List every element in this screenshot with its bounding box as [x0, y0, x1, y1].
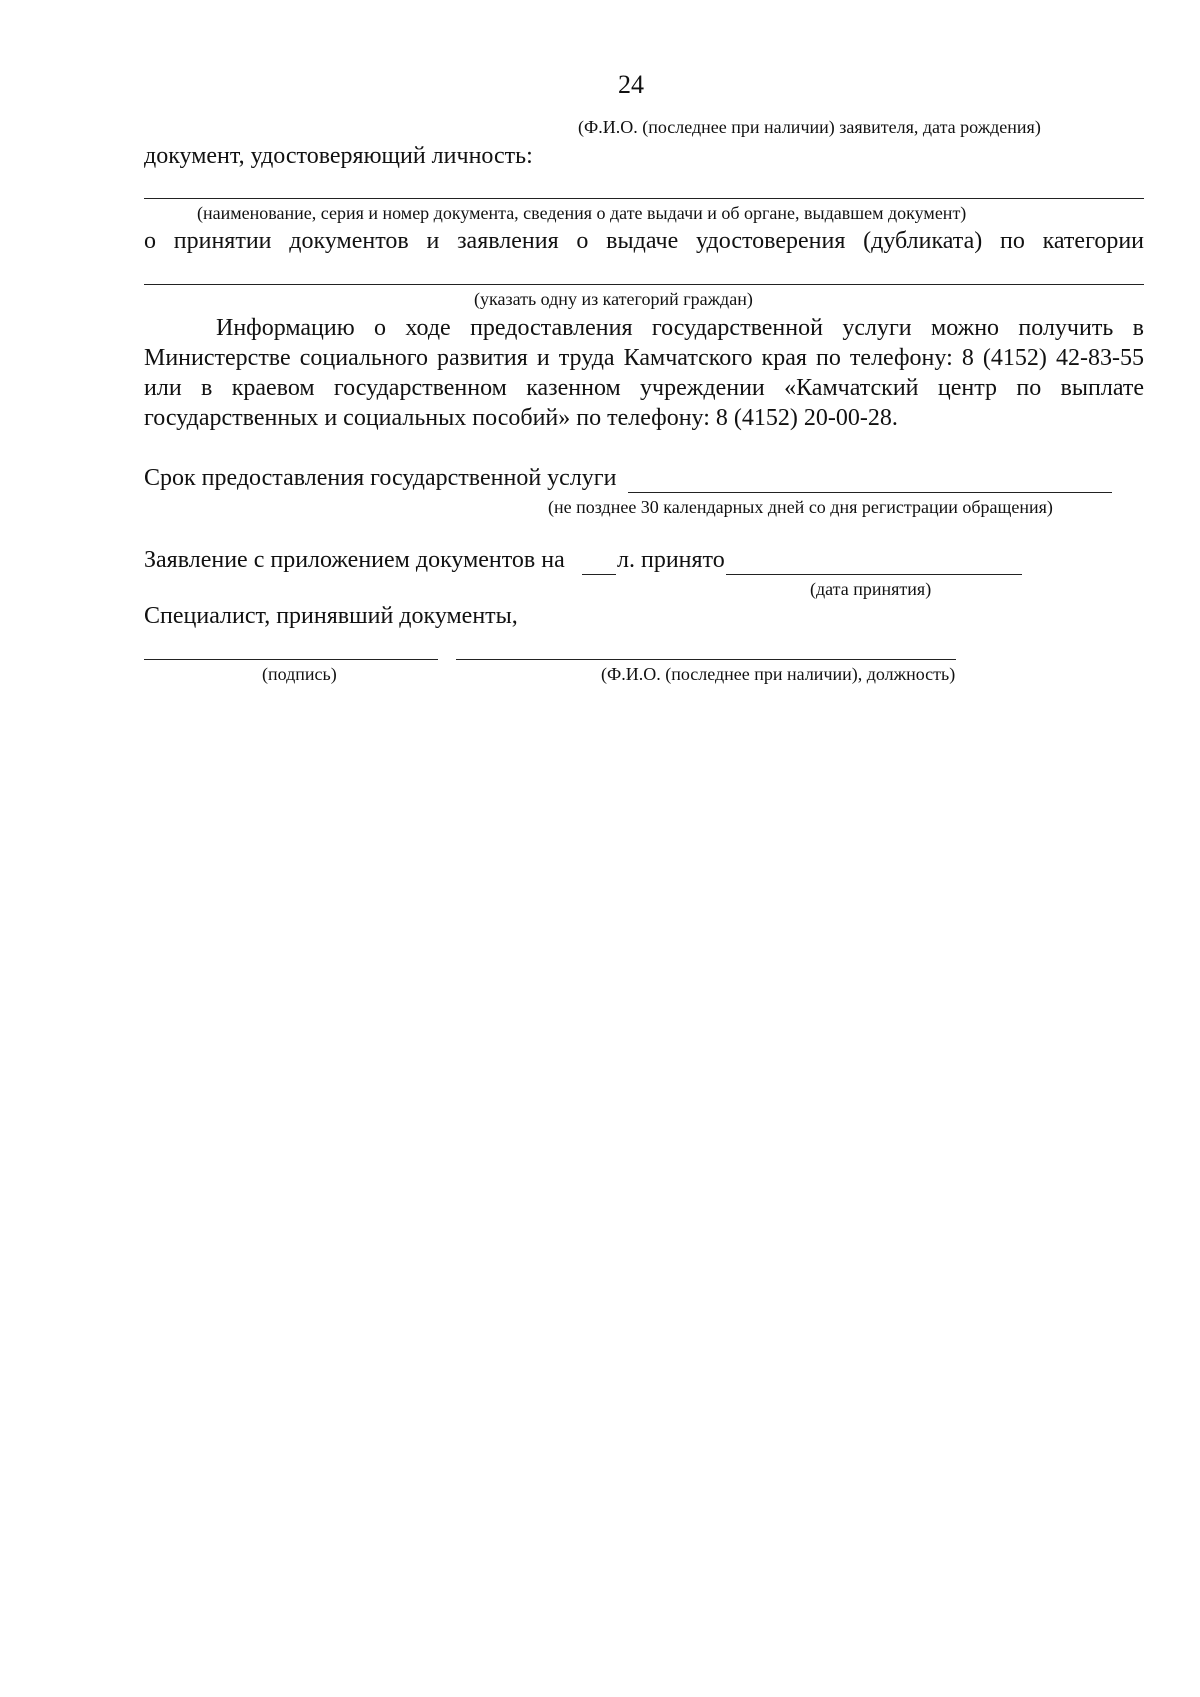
acceptance-text: о принятии документов и заявления о выдаче удостоверения (дубликата) по категории	[144, 228, 1144, 254]
signature-line	[144, 659, 438, 660]
deadline-line	[628, 492, 1112, 493]
category-line	[144, 284, 1144, 285]
application-suffix: л. принято	[617, 547, 725, 573]
category-caption: (указать одну из категорий граждан)	[474, 289, 753, 309]
deadline-caption: (не позднее 30 календарных дней со дня регистрации обращения)	[548, 497, 1053, 517]
signature-caption: (подпись)	[262, 664, 337, 684]
pages-count-line	[582, 574, 616, 575]
info-paragraph-text: Информацию о ходе предоставления государственной услуги можно получить в Министерстве социального развития и труда Камчатского края по телефону: 8 (4152) 42-83-55 или в краевом государственном казенном учреждении «Камчатский центр по выплате государственных и социальных пособий» по телефону: 8 (4152) 20-00-28.	[144, 315, 1144, 431]
identity-document-label: документ, удостоверяющий личность:	[144, 143, 533, 169]
date-caption: (дата принятия)	[810, 579, 932, 599]
page-number: 24	[618, 70, 644, 99]
specialist-label: Специалист, принявший документы,	[144, 603, 518, 629]
specialist-name-line	[456, 659, 956, 660]
info-paragraph	[144, 313, 1144, 433]
application-prefix: Заявление с приложением документов на	[144, 547, 565, 573]
identity-document-line	[144, 198, 1144, 199]
document-caption: (наименование, серия и номер документа, сведения о дате выдачи и об органе, выдавшем документ)	[197, 203, 967, 223]
acceptance-date-line	[726, 574, 1022, 575]
deadline-label: Срок предоставления государственной услуги	[144, 465, 617, 491]
specialist-name-caption: (Ф.И.О. (последнее при наличии), должность)	[601, 664, 956, 684]
applicant-caption: (Ф.И.О. (последнее при наличии) заявителя, дата рождения)	[578, 117, 1041, 137]
